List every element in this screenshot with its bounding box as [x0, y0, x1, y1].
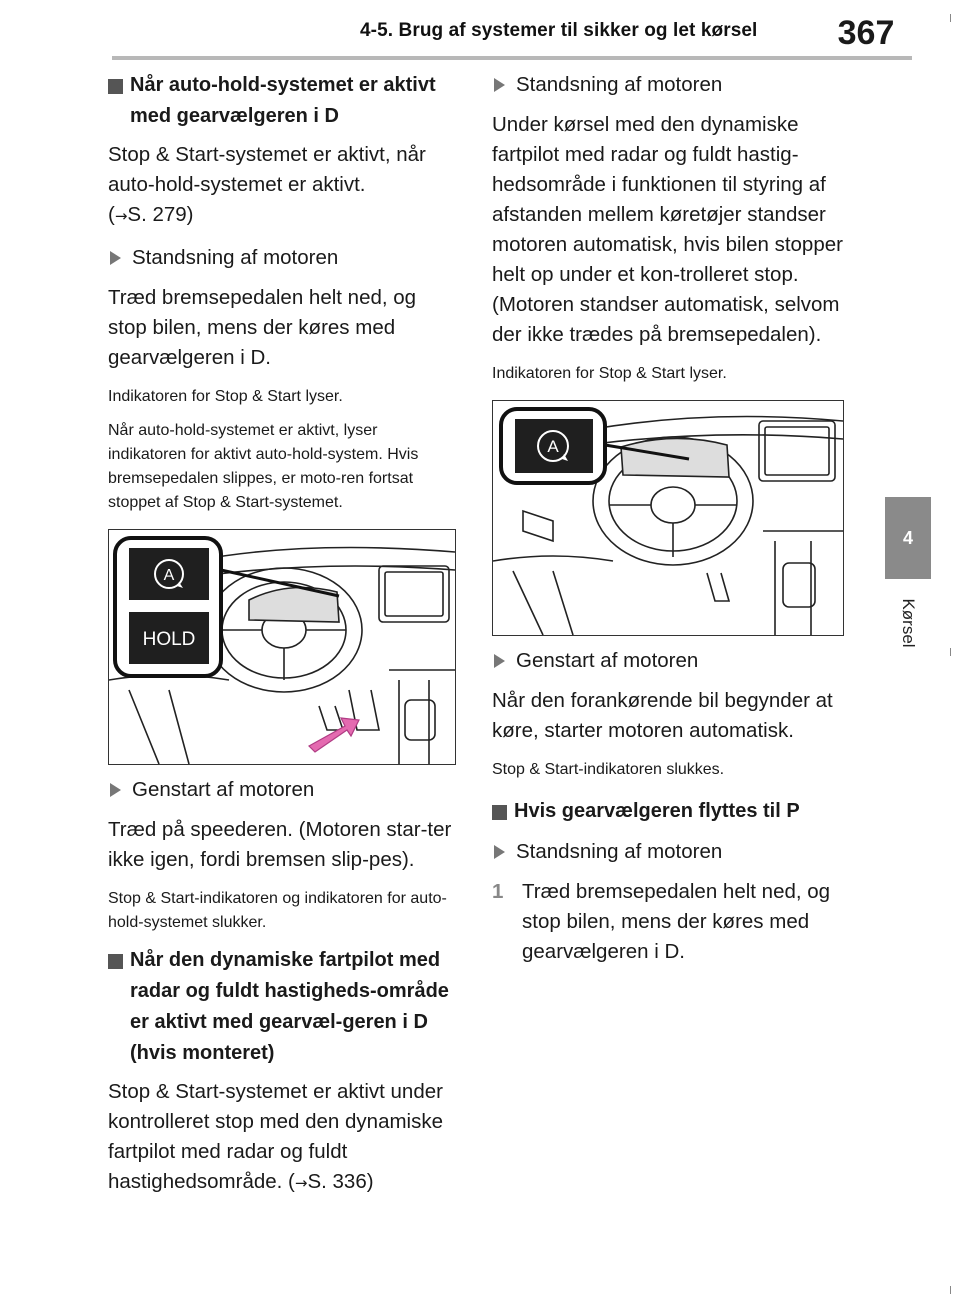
heading-dynamic-cruise: Når den dynamiske fartpilot med radar og fuldt hastigheds-område er aktivt med gearvæl-geren i D (hvis monteret) — [108, 945, 458, 1069]
triangle-bullet-icon — [494, 845, 505, 859]
triangle-bullet-icon — [494, 654, 505, 668]
pedal-arrow-icon — [309, 718, 359, 752]
step-title: Standsning af motoren — [108, 243, 458, 273]
icon-hold-label: HOLD — [142, 629, 196, 650]
note: Indikatoren for Stop & Start lyser. — [108, 388, 343, 405]
step-title: Standsning af motoren — [492, 70, 852, 100]
page-reference-link[interactable]: S. 336) — [307, 1170, 374, 1193]
chapter-tab: 4 — [885, 497, 931, 579]
step-title: Genstart af motoren — [492, 646, 852, 676]
arrow-icon: → — [114, 207, 128, 225]
paragraph: Træd på speederen. (Motoren star-ter ikke igen, fordi bremsen slip-pes). — [108, 818, 452, 871]
numbered-step: 1 Træd bremsepedalen helt ned, og stop bilen, mens der køres med gearvælgeren i D. — [492, 877, 852, 967]
step-title: Genstart af motoren — [108, 775, 458, 805]
chapter-label: Kørsel — [899, 598, 918, 648]
paragraph: Under kørsel med den dynamiske fartpilot med radar og fuldt hastig-hedsområde i funktionen til styring af afstanden mellem køretøjer standser motoren automatisk, hvis bilen stopper helt op under et kon-trolleret stop. (Motoren standser automatisk, selvom der ikke trædes på bremsepedalen). — [492, 113, 843, 346]
paragraph: Træd bremsepedalen helt ned, og stop bilen, mens der køres med gearvælgeren i D. — [108, 286, 417, 369]
edge-mark — [950, 648, 951, 656]
arrow-icon: → — [294, 1174, 308, 1192]
triangle-bullet-icon — [494, 78, 505, 92]
paragraph: Stop & Start-systemet er aktivt under kontrolleret stop med den dynamiske fartpilot med radar og fuldt hastighedsområde. (→S. 336) — [108, 1080, 444, 1193]
square-bullet-icon — [492, 805, 507, 820]
step-number: 1 — [492, 880, 504, 903]
icon-a-label: A — [163, 567, 175, 584]
note: Stop & Start-indikatoren slukkes. — [492, 761, 725, 778]
heading-shift-to-p: Hvis gearvælgeren flyttes til P — [492, 796, 852, 827]
dashboard-hold-illustration — [108, 529, 456, 765]
dashboard-drawing — [493, 401, 843, 635]
heading-auto-hold: Når auto-hold-systemet er aktivt med gearvælgeren i D — [108, 70, 458, 132]
right-column — [492, 70, 852, 967]
note: Indikatoren for Stop & Start lyser. — [492, 365, 727, 382]
page-number: 367 — [822, 10, 910, 56]
dashboard-drawing — [109, 530, 455, 764]
edge-mark — [950, 1286, 951, 1294]
note: Når auto-hold-systemet er aktivt, lyser indikatoren for aktivt auto-hold-system. Hvis bremsepedalen slippes, er moto-ren fortsat stoppet af Stop & Start-systemet. — [108, 422, 419, 511]
section-title: 4-5. Brug af systemer til sikker og let kørsel — [360, 20, 758, 41]
square-bullet-icon — [108, 954, 123, 969]
header-rule — [112, 56, 832, 60]
paragraph: Når den forankørende bil begynder at køre, starter motoren automatisk. — [492, 689, 833, 742]
paragraph: Stop & Start-systemet er aktivt, når auto-hold-systemet er aktivt. (→S. 279) — [108, 143, 426, 226]
note: Stop & Start-indikatoren og indikatoren for auto-hold-systemet slukker. — [108, 890, 447, 931]
left-column — [108, 70, 458, 1210]
step-title: Standsning af motoren — [492, 837, 852, 867]
icon-a-label: A — [547, 437, 559, 456]
page-number-rule — [788, 56, 912, 60]
edge-mark — [950, 14, 951, 22]
page-reference-link[interactable]: S. 279) — [127, 203, 194, 226]
square-bullet-icon — [108, 79, 123, 94]
dashboard-cruise-illustration — [492, 400, 844, 636]
triangle-bullet-icon — [110, 783, 121, 797]
triangle-bullet-icon — [110, 251, 121, 265]
